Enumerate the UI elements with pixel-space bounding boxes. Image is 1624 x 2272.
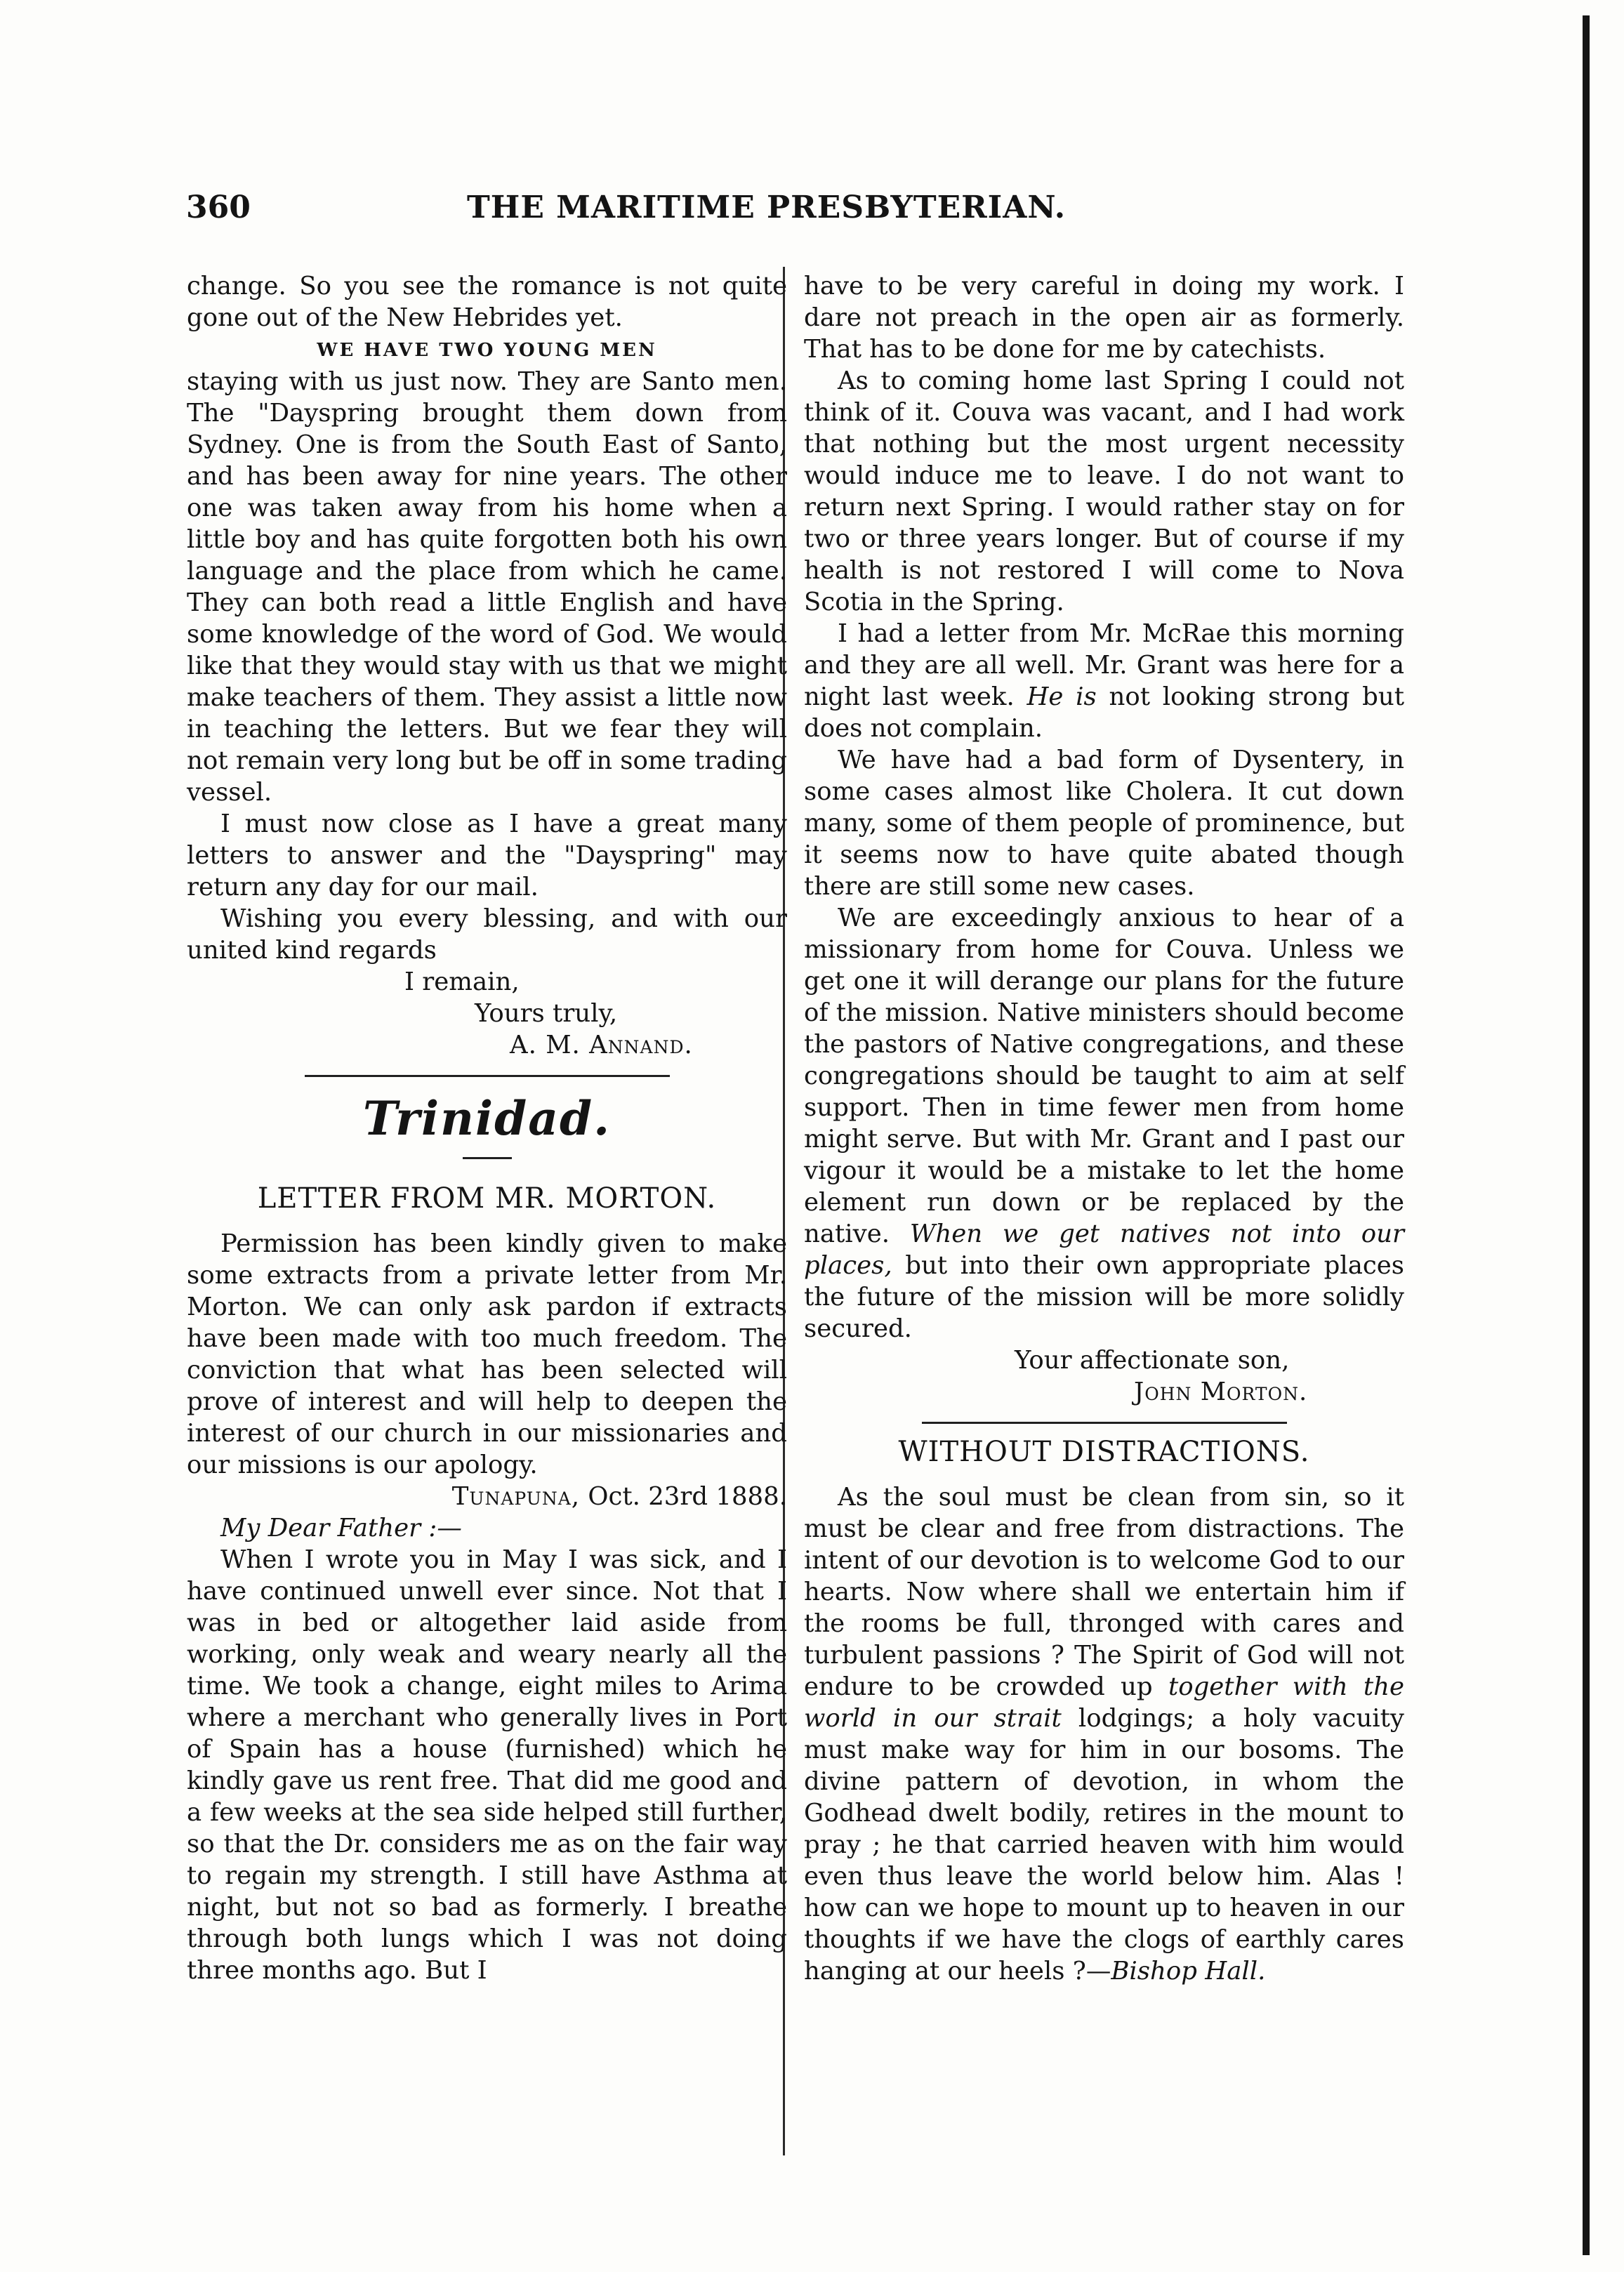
dateline-date: Oct. 23rd 1888. xyxy=(588,1482,787,1511)
closing-line: I remain, xyxy=(404,967,520,996)
scan-edge-bar xyxy=(1583,15,1590,2255)
left-column xyxy=(187,270,787,1986)
signature: John Morton. xyxy=(1134,1378,1308,1406)
paragraph xyxy=(804,1481,1404,1987)
text-run: We are exceedingly anxious to hear of a missionary from home for Couva. Unless we get one it will derange our plans for the future of the mission. Native ministers should become the pastors of Native congregations, and these congregations should be taught to aim at self support. Then in time fewer men from home might serve. But with Mr. Grant and I past our vigour it would be a mistake to let the home element run down or be replaced by the native. xyxy=(804,904,1404,1248)
salutation: My Dear Father :— xyxy=(220,1514,462,1543)
section-heading: Trinidad. xyxy=(362,1091,612,1146)
signature: A. M. Annand. xyxy=(510,1031,693,1059)
paragraph: change. So you see the romance is not quite gone out of the New Hebrides yet. xyxy=(187,272,787,332)
section-rule xyxy=(922,1422,1287,1424)
letter-signoff xyxy=(187,966,787,1061)
paragraph: We have had a bad form of Dysentery, in some cases almost like Cholera. It cut down many, some of them people of prominence, but it seems now to have quite abated though there are still some new cases. xyxy=(804,746,1404,901)
page-number: 360 xyxy=(186,190,251,225)
section-rule xyxy=(305,1075,670,1077)
paragraph xyxy=(804,902,1404,1345)
text-run: lodgings; a holy vacuity must make way for him in our bosoms. The divine pattern of devotion, in whom the Godhead dwelt bodily, retires in the mount to pray ; he that carried heaven with him would even thus leave the world below him. Alas ! how can we hope to mount up to heaven in our thoughts if we have the clogs of earthly cares hanging at our heels ?— xyxy=(804,1704,1404,1986)
paragraph: When I wrote you in May I was sick, and I have continued unwell ever since. Not that I was in bed or altogether laid aside from working, only weak and weary nearly all the time. We took a change, eight miles to Arima where a merchant who generally lives in Port of Spain has a house (furnished) which he kindly gave us rent free. That did me good and a few weeks at the sea side helped still further, so that the Dr. considers me as on the fair way to regain my strength. I still have Asthma at night, but not so bad as formerly. I breathe through both lungs which I was not doing three months ago. But I xyxy=(187,1545,787,1985)
paragraph: staying with us just now. They are Santo men. The "Dayspring brought them down from Sydney. One is from the South East of Santo, and has been away for nine years. The other one was taken away from his home when a little boy and has quite forgotten both his own language and the place from which he came. They can both read a little English and have some knowledge of the word of God. We would like that they would stay with us that we might make teachers of them. They assist a little now in teaching the letters. But we fear they will not remain very long but be off in some trading vessel. xyxy=(187,367,787,807)
paragraph: As to coming home last Spring I could not think of it. Couva was vacant, and I had work that nothing but the most urgent necessity would induce me to leave. I do not want to return next Spring. I would rather stay on for two or three years longer. But of course if my health is not restored I will come to Nova Scotia in the Spring. xyxy=(804,366,1404,616)
text-run-italic: together with the world in our strait xyxy=(804,1672,1405,1733)
paragraph xyxy=(804,618,1404,744)
paragraph: I must now close as I have a great many letters to answer and the "Dayspring" may return any day for our mail. xyxy=(187,810,787,901)
text-run: not looking strong but does not complain. xyxy=(804,682,1404,743)
paragraph: Wishing you every blessing, and with our united kind regards xyxy=(187,904,787,965)
paragraph: Permission has been kindly given to make some extracts from a private letter from Mr. Morton. We can only ask pardon if extracts have been made with too much freedom. The conviction that what has been selected will prove of interest and will help to deepen the interest of our church in our missionaries and our missions is our apology. xyxy=(187,1229,787,1479)
article-title: WITHOUT DISTRACTIONS. xyxy=(898,1436,1310,1468)
closing-line: Your affectionate son, xyxy=(1015,1346,1290,1375)
running-title: THE MARITIME PRESBYTERIAN. xyxy=(467,190,1067,225)
subheading: WE HAVE TWO YOUNG MEN xyxy=(317,340,657,361)
right-column xyxy=(804,270,1404,1987)
text-run: I had a letter from Mr. McRae this morning and they are all well. Mr. Grant was here for a night last week. xyxy=(804,619,1404,711)
text-run: As the soul must be clean from sin, so it must be clear and free from distractions. The intent of our devotion is to welcome God to our hearts. Now where shall we entertain him if the rooms be full, thronged with cares and turbulent passions ? The Spirit of God will not endure to be crowded up xyxy=(804,1483,1404,1701)
dateline-place: Tunapuna, xyxy=(451,1482,581,1511)
letter-signoff xyxy=(804,1345,1404,1408)
short-rule xyxy=(463,1157,512,1159)
dateline xyxy=(187,1481,787,1512)
closing-line: Yours truly, xyxy=(475,999,618,1028)
text-run-italic: When we get natives not into our places, xyxy=(804,1220,1404,1280)
attribution: Bishop Hall. xyxy=(1111,1957,1266,1986)
text-run-italic: He is xyxy=(1026,682,1097,711)
page-header xyxy=(186,190,1106,232)
paragraph: have to be very careful in doing my work. I dare not preach in the open air as formerly. That has to be done for me by catechists. xyxy=(804,272,1404,364)
text-run: but into their own appropriate places the future of the mission will be more solidly secured. xyxy=(804,1251,1405,1343)
article-title: LETTER FROM MR. MORTON. xyxy=(257,1182,717,1215)
